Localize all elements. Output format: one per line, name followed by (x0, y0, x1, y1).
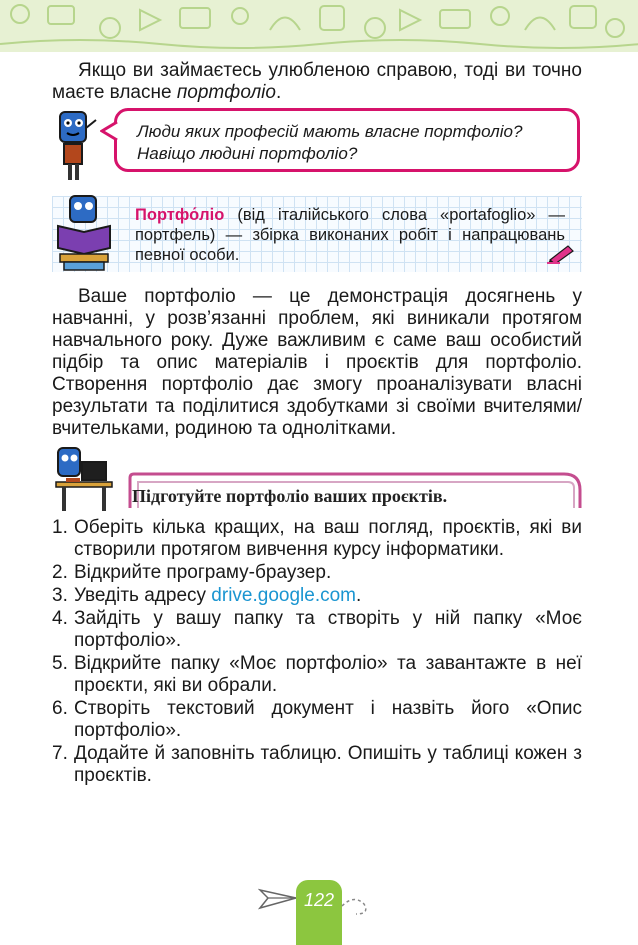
task-title: Підготуйте портфоліо ваших проєктів. (132, 486, 448, 506)
list-item (52, 743, 582, 787)
step-number: 3. (52, 585, 68, 606)
step-text: Створіть текстовий документ і назвіть його «Опис портфоліо». (74, 698, 582, 741)
paper-plane-icon (258, 884, 298, 914)
main-paragraph (52, 286, 582, 440)
question-bubble (114, 108, 580, 172)
question-text (137, 121, 567, 165)
step-text: Відкрийте папку «Моє портфоліо» та завантажте в неї проєкти, які ви обрали. (74, 653, 582, 696)
list-item (52, 698, 582, 742)
doodle-pattern-icon (0, 0, 638, 52)
robot-question-icon (48, 108, 100, 186)
step-number: 1. (52, 517, 68, 538)
step-text: Уведіть адресу (74, 585, 212, 606)
step-end: . (356, 585, 362, 606)
step-number: 5. (52, 653, 68, 674)
intro-text: Якщо ви займаєтесь улюбленою справою, тоді ви точно маєте власне (52, 60, 582, 103)
bubble-tail (100, 120, 118, 142)
step-text: Оберіть кілька кращих, на ваш погляд, проєктів, які ви створили протягом вивчення курсу інформатики. (74, 517, 582, 560)
steps-list (52, 517, 582, 788)
intro-italic: портфоліо (176, 82, 276, 103)
list-item (52, 608, 582, 652)
question-line-2: Навіщо людині портфоліо? (137, 144, 358, 163)
robot-reading-icon (52, 192, 118, 274)
definition-term: Портфо́ліо (135, 206, 225, 224)
definition-body: (від італійського слова «portafoglio» — портфель) — збірка виконаних робіт і напрацювань певної особи. (135, 206, 565, 264)
step-number: 2. (52, 562, 68, 583)
list-item (52, 653, 582, 697)
main-paragraph-text: Ваше портфоліо — це демонстрація досягнень у навчанні, у розв’язанні проблем, які виникали протягом навчального року. Дуже важливим є саме ваш особистий підбір та опис матеріалів і проєктів для портфоліо. Створення портфоліо дає змогу проаналізувати власні результати та поділитися здобутками зі своїми вчителями/вчительками, родиною та однолітками. (52, 286, 582, 439)
step-text: Додайте й заповніть таблицю. Опишіть у таблиці кожен з проєктів. (74, 743, 582, 786)
list-item (52, 585, 582, 607)
intro-paragraph (52, 60, 582, 104)
marker-icon (546, 242, 576, 264)
step-number: 7. (52, 743, 68, 764)
header-decoration (0, 0, 638, 52)
question-line-1: Люди яких професій мають власне портфоліо? (137, 122, 523, 141)
step-text: Зайдіть у вашу папку та створіть у ній папку «Моє портфоліо». (74, 608, 582, 651)
robot-computer-icon (52, 444, 114, 516)
dotted-loop-decoration (340, 892, 370, 922)
step-number: 6. (52, 698, 68, 719)
intro-end: . (275, 82, 282, 103)
definition-text (135, 205, 565, 265)
page-number: 122 (303, 890, 335, 910)
step-text: Відкрийте програму-браузер. (74, 562, 332, 583)
drive-link[interactable]: drive.google.com (211, 585, 356, 606)
step-number: 4. (52, 608, 68, 629)
list-item (52, 562, 582, 584)
list-item (52, 517, 582, 561)
